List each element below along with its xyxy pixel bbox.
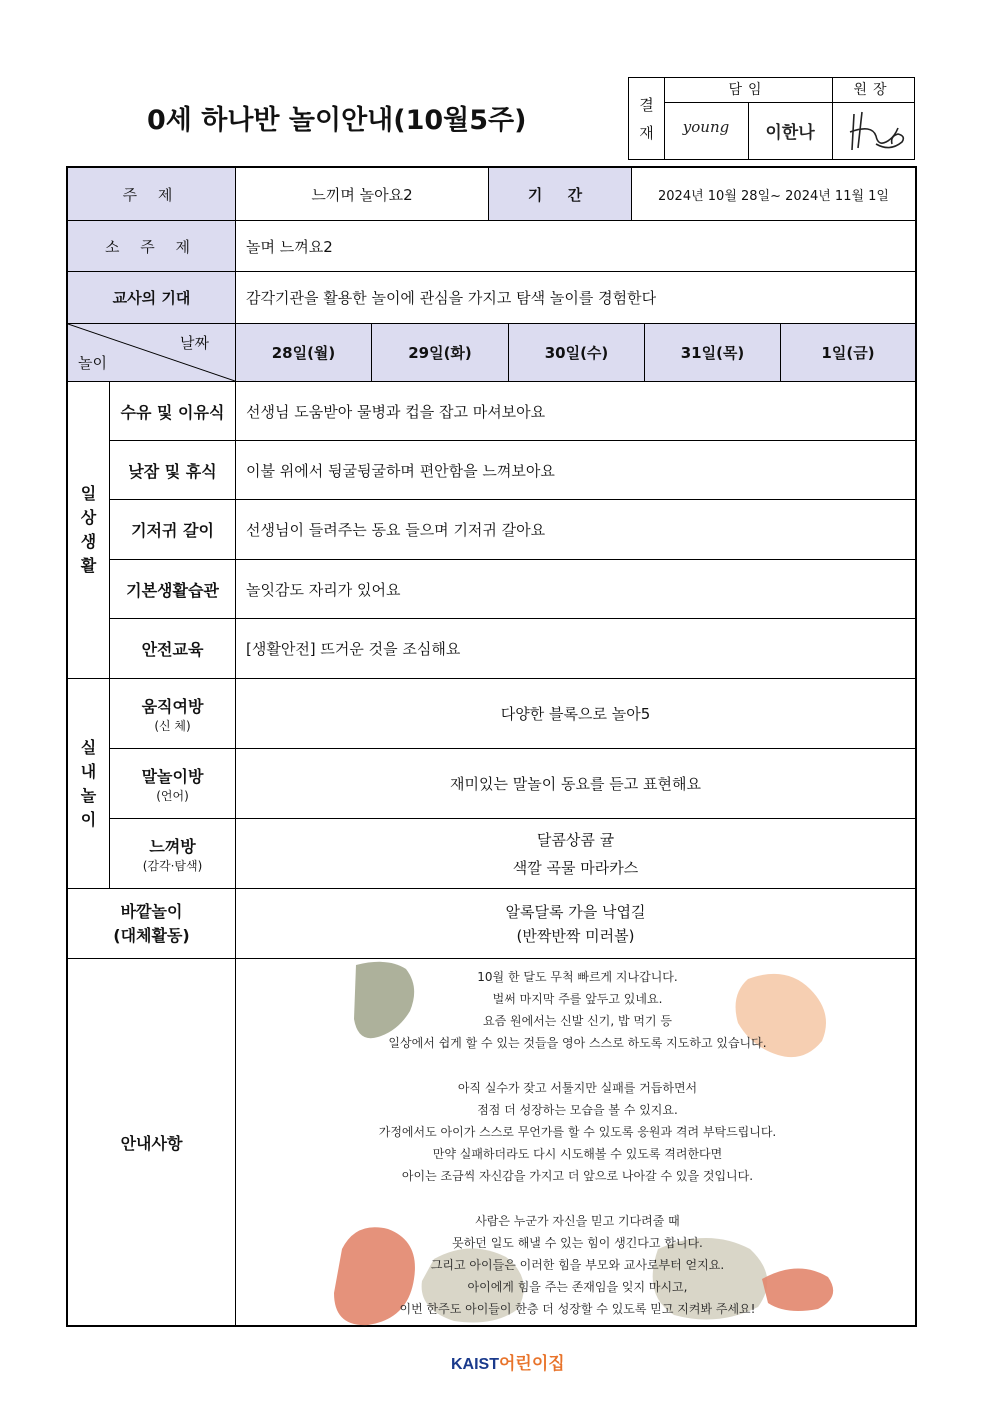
logo-text-kindergarten: 어린이집 (499, 1354, 565, 1373)
notice-line: 못하던 일도 해낼 수 있는 힘이 생긴다고 합니다. (452, 1236, 703, 1250)
theme-label: 주 제 (68, 168, 236, 221)
notice-line: 아이에게 힘을 주는 존재임을 잊지 마시고, (467, 1280, 688, 1294)
date-corner-bottom: 놀이 (78, 354, 107, 372)
notice-line: 그리고 아이들은 이러한 힘을 부모와 교사로부터 얻지요. (430, 1258, 725, 1272)
indoor-item-value: 다양한 블록으로 놀아5 (236, 679, 915, 749)
day-header: 30일(수) (509, 324, 645, 382)
outdoor-label: 바깥놀이 (대체활동) (68, 889, 236, 959)
signature-1: young (682, 118, 730, 136)
notice-label: 안내사항 (68, 959, 236, 1325)
notice-line: 가정에서도 아이가 스스로 무언가를 할 수 있도록 응원과 격려 부탁드립니다. (378, 1125, 777, 1139)
signature-cell-1 (664, 102, 749, 159)
notice-line: 10월 한 달도 무척 빠르게 지나갑니다. (477, 970, 678, 984)
outdoor-value: 알록달록 가을 낙엽길 (반짝반짝 미러볼) (236, 889, 915, 959)
daily-item-value: 선생님이 들려주는 동요 들으며 기저귀 갈아요 (236, 500, 915, 560)
notice-line: 만약 실패하더라도 다시 시도해볼 수 있도록 격려한다면 (432, 1147, 723, 1161)
notice-content (238, 959, 917, 1327)
indoor-item-label: 움직여방 (신 체) (110, 679, 236, 749)
indoor-play-group-label: 실 내 놀 이 (68, 679, 110, 889)
daily-life-group-label: 일 상 생 활 (68, 382, 110, 679)
approval-box (628, 77, 915, 160)
notice-line: 이번 한주도 아이들이 한층 더 성장할 수 있도록 믿고 지켜봐 주세요! (399, 1302, 756, 1316)
approval-label-1: 결 (639, 95, 654, 114)
day-header: 31일(목) (645, 324, 781, 382)
day-header: 1일(금) (781, 324, 915, 382)
period-value: 2024년 10월 28일~ 2024년 11월 1일 (632, 168, 915, 221)
notice-line: 일상에서 쉽게 할 수 있는 것들을 영아 스스로 하도록 지도하고 있습니다. (388, 1036, 767, 1050)
signature-cell-2 (748, 102, 833, 159)
kaist-logo (451, 1349, 565, 1374)
logo-text-kaist: KAIST (451, 1356, 499, 1373)
indoor-item-value: 재미있는 말놀이 동요를 듣고 표현해요 (236, 749, 915, 819)
daily-item-value: 선생님 도움받아 물병과 컵을 잡고 마셔보아요 (236, 382, 915, 441)
approval-label (629, 78, 665, 159)
daily-item-label: 낮잠 및 휴식 (110, 441, 236, 500)
notice-line: 아이는 조금씩 자신감을 가지고 더 앞으로 나아갈 수 있을 것입니다. (401, 1169, 754, 1183)
plan-table (66, 166, 917, 1327)
date-corner (68, 324, 236, 382)
subtheme-value: 놀며 느껴요2 (236, 221, 915, 272)
page-title: 0세 하나반 놀이안내(10월5주) (147, 105, 527, 136)
indoor-item-label: 말놀이방 (언어) (110, 749, 236, 819)
expectation-label: 교사의 기대 (68, 272, 236, 324)
notice-line: 요즘 원에서는 신발 신기, 밥 먹기 등 (483, 1014, 672, 1028)
date-corner-top: 날짜 (180, 334, 209, 352)
signature-2: 이한나 (765, 123, 815, 143)
daily-item-value: 이불 위에서 뒹굴뒹굴하며 편안함을 느껴보아요 (236, 441, 915, 500)
homeroom-header: 담임 (664, 78, 833, 103)
daily-item-value: 놀잇감도 자리가 있어요 (236, 560, 915, 619)
director-signature-icon (832, 102, 914, 159)
daily-item-label: 기본생활습관 (110, 560, 236, 619)
theme-value: 느끼며 놀아요2 (236, 168, 489, 221)
daily-item-label: 안전교육 (110, 619, 236, 679)
approval-label-2: 재 (639, 123, 654, 142)
indoor-item-label: 느껴방 (감각·탐색) (110, 819, 236, 889)
day-header: 28일(월) (236, 324, 372, 382)
signature-cell-3 (832, 102, 914, 159)
notice-line: 점점 더 성장하는 모습을 볼 수 있지요. (477, 1103, 678, 1117)
period-label: 기 간 (489, 168, 632, 221)
director-header: 원장 (832, 78, 914, 103)
daily-item-label: 수유 및 이유식 (110, 382, 236, 441)
daily-item-label: 기저귀 갈이 (110, 500, 236, 560)
expectation-value: 감각기관을 활용한 놀이에 관심을 가지고 탐색 놀이를 경험한다 (236, 272, 915, 324)
notice-line: 아직 실수가 잦고 서툴지만 실패를 거듭하면서 (457, 1081, 698, 1095)
day-header: 29일(화) (372, 324, 509, 382)
daily-item-value: [생활안전] 뜨거운 것을 조심해요 (236, 619, 915, 679)
notice-line: 벌써 마지막 주를 앞두고 있네요. (492, 992, 663, 1006)
notice-line: 사람은 누군가 자신을 믿고 기다려줄 때 (475, 1214, 680, 1228)
subtheme-label: 소 주 제 (68, 221, 236, 272)
indoor-item-value: 달콤상콤 귤 색깔 곡물 마라카스 (236, 819, 915, 889)
